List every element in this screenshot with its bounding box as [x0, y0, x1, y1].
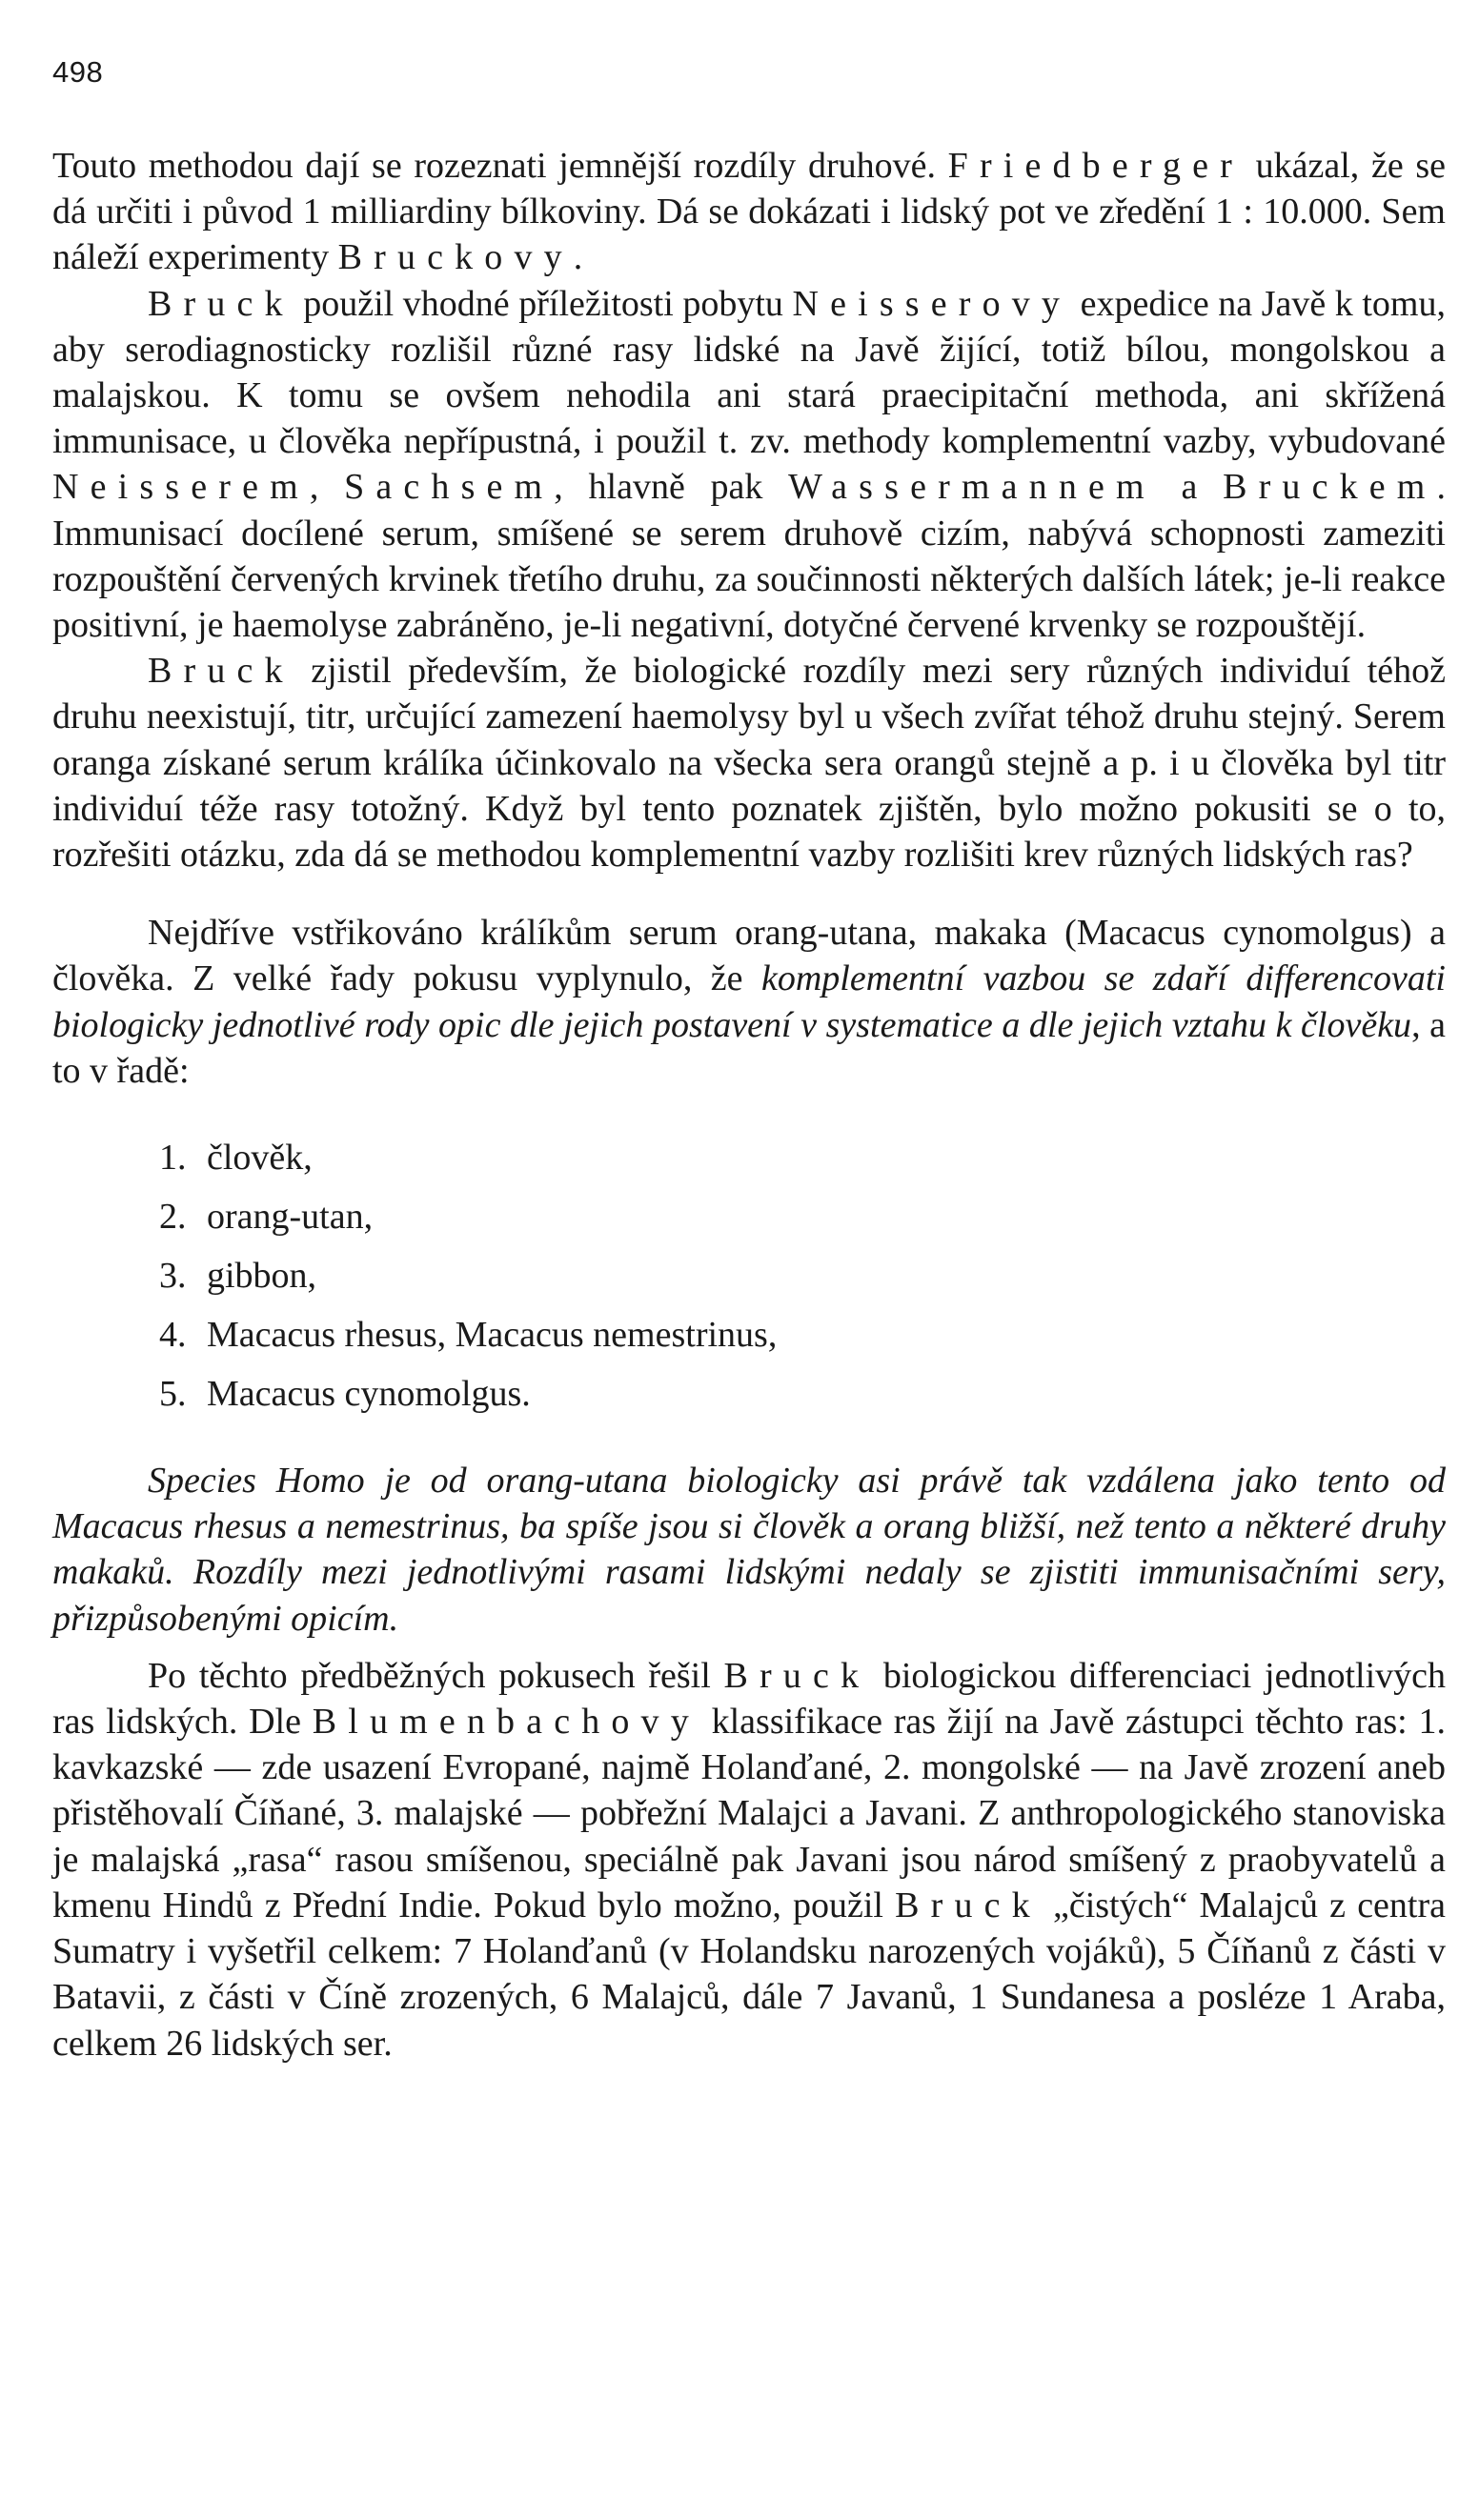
paragraph-2: Bruck použil vhodné příležitosti pobytu Neisserovy expedice na Javě k tomu, aby serodiagnosticky rozlišil různé rasy lidské na Javě žijící, totiž bílou, mongolskou a malajskou. K tomu se ovšem nehodila ani stará praecipitační methoda, ani skřížená immunisace, u člověka nepřípustná, i použil t. zv. methody komplementní vazby, vybudované Neisserem, Sachsem, hlavně pak Wassermannem a Bruckem. Immunisací docílené serum, smíšené se serem druhově cizím, nabývá schopnosti zameziti rozpouštění červených krvinek třetího druhu, za součinnosti některých dalších látek; je-li reakce positivní, je haemolyse zabráněno, je-li negativní, dotyčné červené krvenky se rozpouštějí.: [52, 283, 1447, 646]
spaced-name: Neisserovy: [792, 283, 1072, 324]
spaced-name: Bruck: [895, 1885, 1042, 1925]
paragraph-6: Po těchto předběžných pokusech řešil Bruck biologickou differenciaci jednotlivých ras lidských. Dle Blumenbachovy klassifikace ras žijí na Javě zástupci těchto ras: 1. kavkazské — zde usazení Evropané, najmě Holanďané, 2. mongolské — na Javě zrození aneb přistěhovalí Číňané, 3. malajské — pobřežní Malajci a Javani. Z anthropologického stanoviska je malajská „rasa“ rasou smíšenou, speciálně pak Javani jsou národ smíšený z praobyvatelů a kmenu Hindů z Přední Indie. Pokud bylo možno, použil Bruck „čistých“ Malajců z centra Sumatry i vyšetřil celkem: 7 Holanďanů (v Holandsku narozených vojáků), 5 Číňanů z části v Batavii, z části v Číně zrozených, 6 Malajců, dále 7 Javanů, 1 Sundanesa a posléze 1 Araba, celkem 26 lidských ser.: [52, 1655, 1447, 2064]
paragraph-4: Nejdříve vstřikováno králíkům serum orang-utana, makaka (Macacus cynomolgus) a člověka. Z velké řady pokusu vyplynulo, že komplementní vazbou se zdaří differencovati biologicky jednotlivé rody opic dle jejich postavení v systematice a dle jejich vztahu k člověku, a to v řadě:: [52, 913, 1446, 1091]
spaced-name: Bruckovy: [337, 237, 574, 278]
primate-list: [52, 1128, 1446, 1423]
list-item: 4. Macacus rhesus, Macacus nemestrinus,: [159, 1315, 778, 1356]
document-body: [52, 143, 1446, 2066]
spaced-name: Bruckem: [1223, 467, 1437, 508]
page-number: 498: [52, 55, 104, 89]
spaced-name: Wassermannem: [788, 467, 1156, 508]
spaced-name: Friedberger: [947, 146, 1244, 186]
spaced-name: Sachsem: [344, 467, 555, 508]
list-item: 1. člověk,: [159, 1138, 313, 1179]
emphasis-text: komplementní vazbou se zdaří differencovati biologicky jednotlivé rody opic dle jejich postavení v systematice a dle jejich vztahu k člověku: [52, 958, 1446, 1045]
list-item: 5. Macacus cynomolgus.: [159, 1374, 531, 1415]
list-item: 3. gibbon,: [159, 1256, 317, 1297]
paragraph-5: Species Homo je od orang-utana biologicky asi právě tak vzdálena jako tento od Macacus rhesus a nemestrinus, ba spíše jsou si člověk a orang bližší, než tento a některé druhy makaků. Rozdíly mezi jednotlivými rasami lidskými nedaly se zjistiti immunisačními sery, přizpůsobenými opicím.: [52, 1461, 1446, 1639]
spaced-name: Blumenbachovy: [312, 1702, 700, 1743]
spaced-name: Bruck: [148, 283, 294, 324]
spaced-name: Bruck: [148, 651, 294, 692]
spaced-name: Bruck: [723, 1655, 871, 1696]
spaced-name: Neisserem: [52, 467, 310, 508]
paragraph-3: Bruck zjistil především, že biologické rozdíly mezi sery různých individuí téhož druhu neexistují, titr, určující zamezení haemolysy byl u všech zvířat téhož druhu stejný. Serem oranga získané serum králíka účinkovalo na všecka sera orangů stejně a p. i u člověka byl titr individuí téže rasy totožný. Když byl tento poznatek zjištěn, bylo možno pokusiti se o to, rozřešiti otázku, zda dá se methodou komplementní vazby rozlišiti krev různých lidských ras?: [52, 651, 1446, 876]
paragraph-1: Touto methodou dají se rozeznati jemnější rozdíly druhové. Friedberger ukázal, že se dá určiti i původ 1 milliardiny bílkoviny. Dá se dokázati i lidský pot ve zředění 1 : 10.000. Sem náleží experimenty Bruckovy.: [52, 146, 1447, 278]
list-item: 2. orang-utan,: [159, 1197, 374, 1238]
